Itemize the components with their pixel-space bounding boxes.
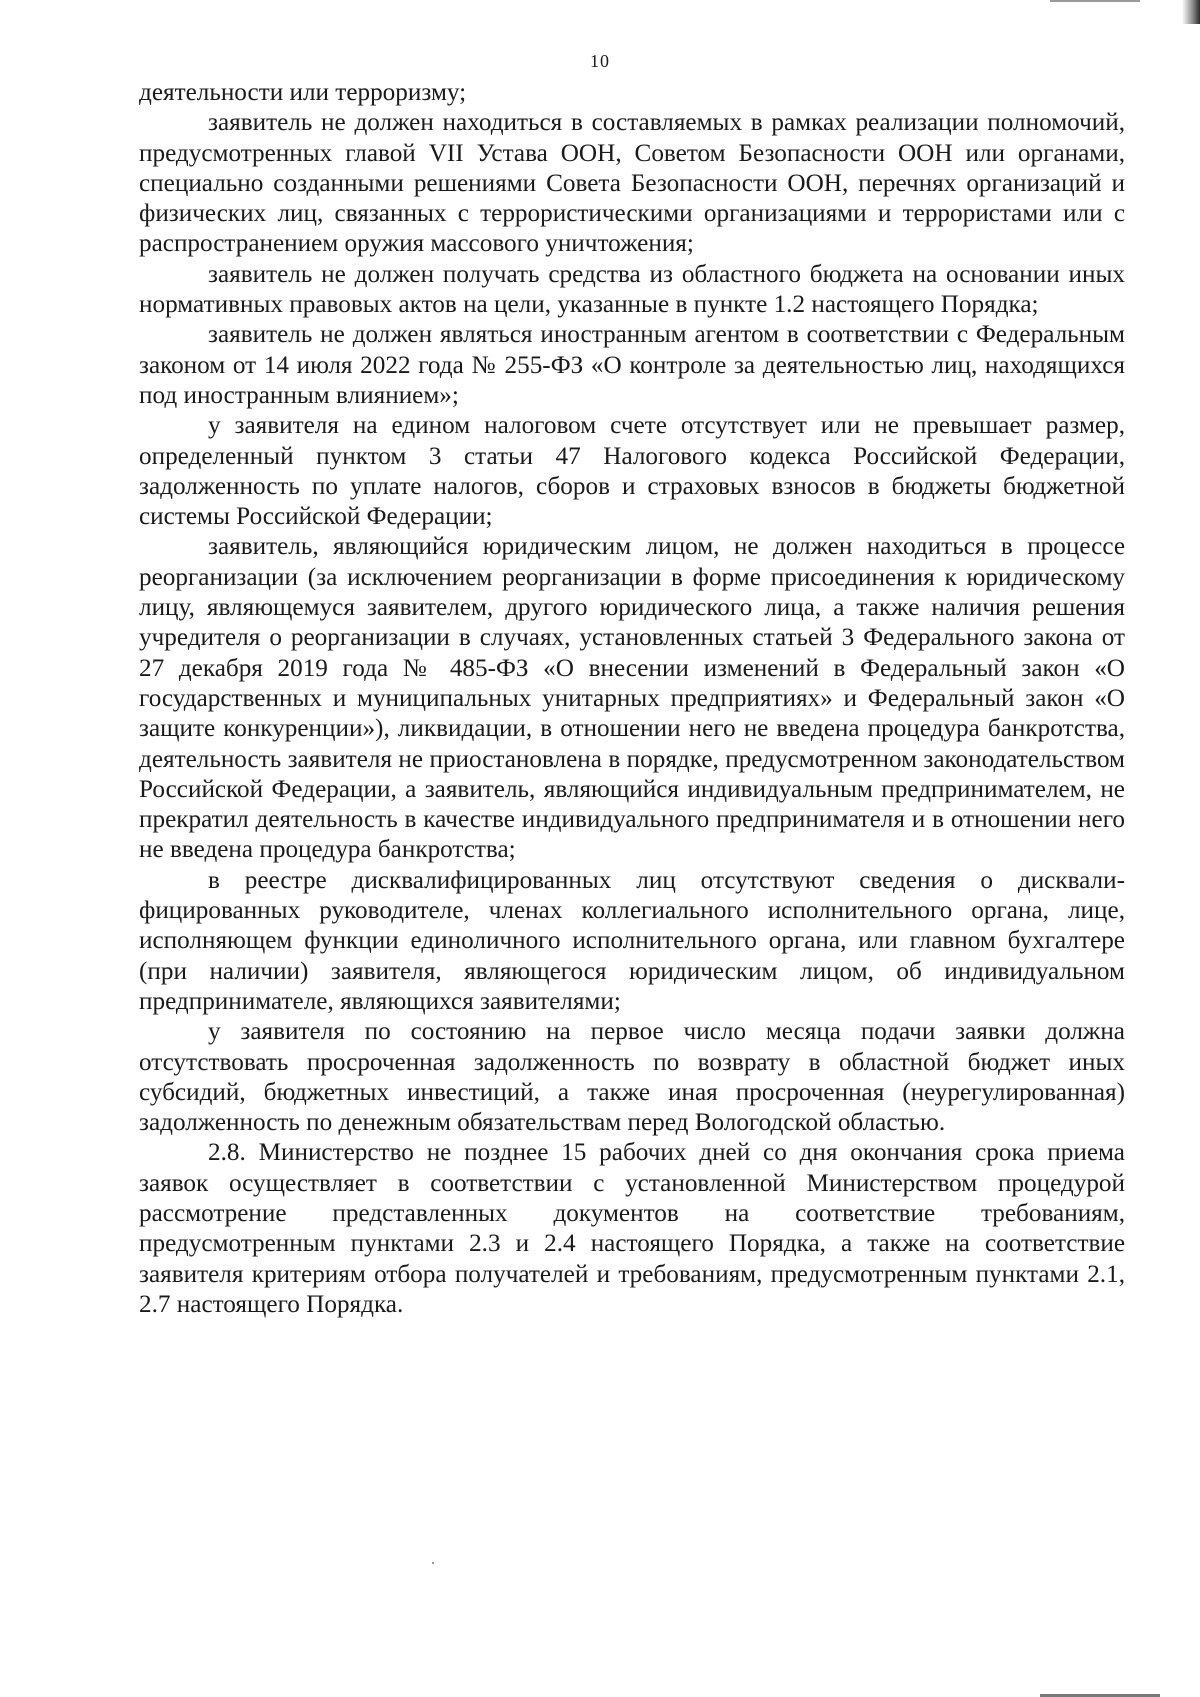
paragraph-regional-budget-funds: заявитель не должен получать средства из областного бюджета на основании иных нормативных правовых актов на цели, указанные в пункте 1.2 настоящего Порядка; (139, 260, 1125, 319)
paragraph-section-2-8: 2.8. Министерство не позднее 15 рабочих дней со дня окончания срока приема заявок осуществляет в соответствии с установленной Министерством процедурой рассмотрение представленных документов на соответствие требованиям, предусмотренным пунктами 2.3 и 2.4 настоящего Порядка, а также на соответствие заявителя критериям отбора получателей и требованиям, предусмотренным пунктами 2.1, 2.7 настоящего Порядка. (139, 1139, 1125, 1318)
scan-artifact-top-line (1050, 0, 1140, 2)
paragraph-tax-debt: у заявителя на едином налоговом счете отсутствует или не превышает размер, определенный пунктом 3 статьи 47 Налогового кодекса Российской Федерации, задолженность по уплате налогов, сборов и страховых взносов в бюджеты бюджетной системы Российской Федерации; (139, 412, 1125, 531)
document-body (139, 78, 1125, 1320)
paragraph-disqualified-persons: в реестре дисквалифицированных лиц отсутствуют сведения о дисквалифицированных руководителе, членах коллегиального исполнительного органа, лице, исполняющем функции единоличного исполнительного органа, или главном бухгалтере (при наличии) заявителя, являющегося юридическим лицом, об индивидуальном предпринимателе, являющихся заявителями; (139, 866, 1125, 1015)
paragraph-overdue-debt: у заявителя по состоянию на первое число месяца подачи заявки должна отсутствовать просроченная задолженность по возврату в областной бюджет иных субсидий, бюджетных инвестиций, а также иная просроченная (неурегулированная) задолженность по денежным обязательствам перед Вологодской областью. (139, 1018, 1125, 1137)
page-number: 10 (590, 51, 610, 71)
scan-artifact-top-right (1182, 0, 1200, 24)
paragraph-reorganization: заявитель, являющийся юридическим лицом, не должен находиться в процессе реорганизации (за исключением реорганизации в форме присоединения к юридическому лицу, являющемуся заявителем, другого юридического лица, а также наличия решения учредителя о реорганизации в случаях, установленных статьей 3 Федерального закона от 27 декабря 2019 года № 485-ФЗ «О внесении изменений в Федеральный закон «О государственных и муниципальных унитарных предприятиях» и Федеральный закон «О защите конкуренции»), ликвидации, в отношении него не введена процедура банкротства, деятельность заявителя не приостановлена в порядке, предусмотренном законодательством Российской Федерации, а заявитель, являющийся индивидуальным предпринимателем, не прекратил деятельность в качестве индивидуального предпринимателя и в отношении него не введена процедура банкротства; (139, 533, 1125, 864)
scan-artifact-dot (432, 1562, 434, 1564)
paragraph-un-sanctions-list: заявитель не должен находиться в составляемых в рамках реализации полномочий, предусмотренных главой VII Устава ООН, Советом Безопасности ООН или органами, специально созданными решениями Совета Безопасности ООН, перечнях организаций и физических лиц, связанных с террористическими организациями и террористами или с распространением оружия массового уничтожения; (139, 109, 1125, 258)
paragraph-continuation: деятельности или терроризму; (139, 79, 467, 106)
paragraph-foreign-agent: заявитель не должен являться иностранным агентом в соответствии с Федеральным законом от 14 июля 2022 года № 255-ФЗ «О контроле за деятельностью лиц, находящихся под иностранным влиянием»; (139, 321, 1125, 409)
